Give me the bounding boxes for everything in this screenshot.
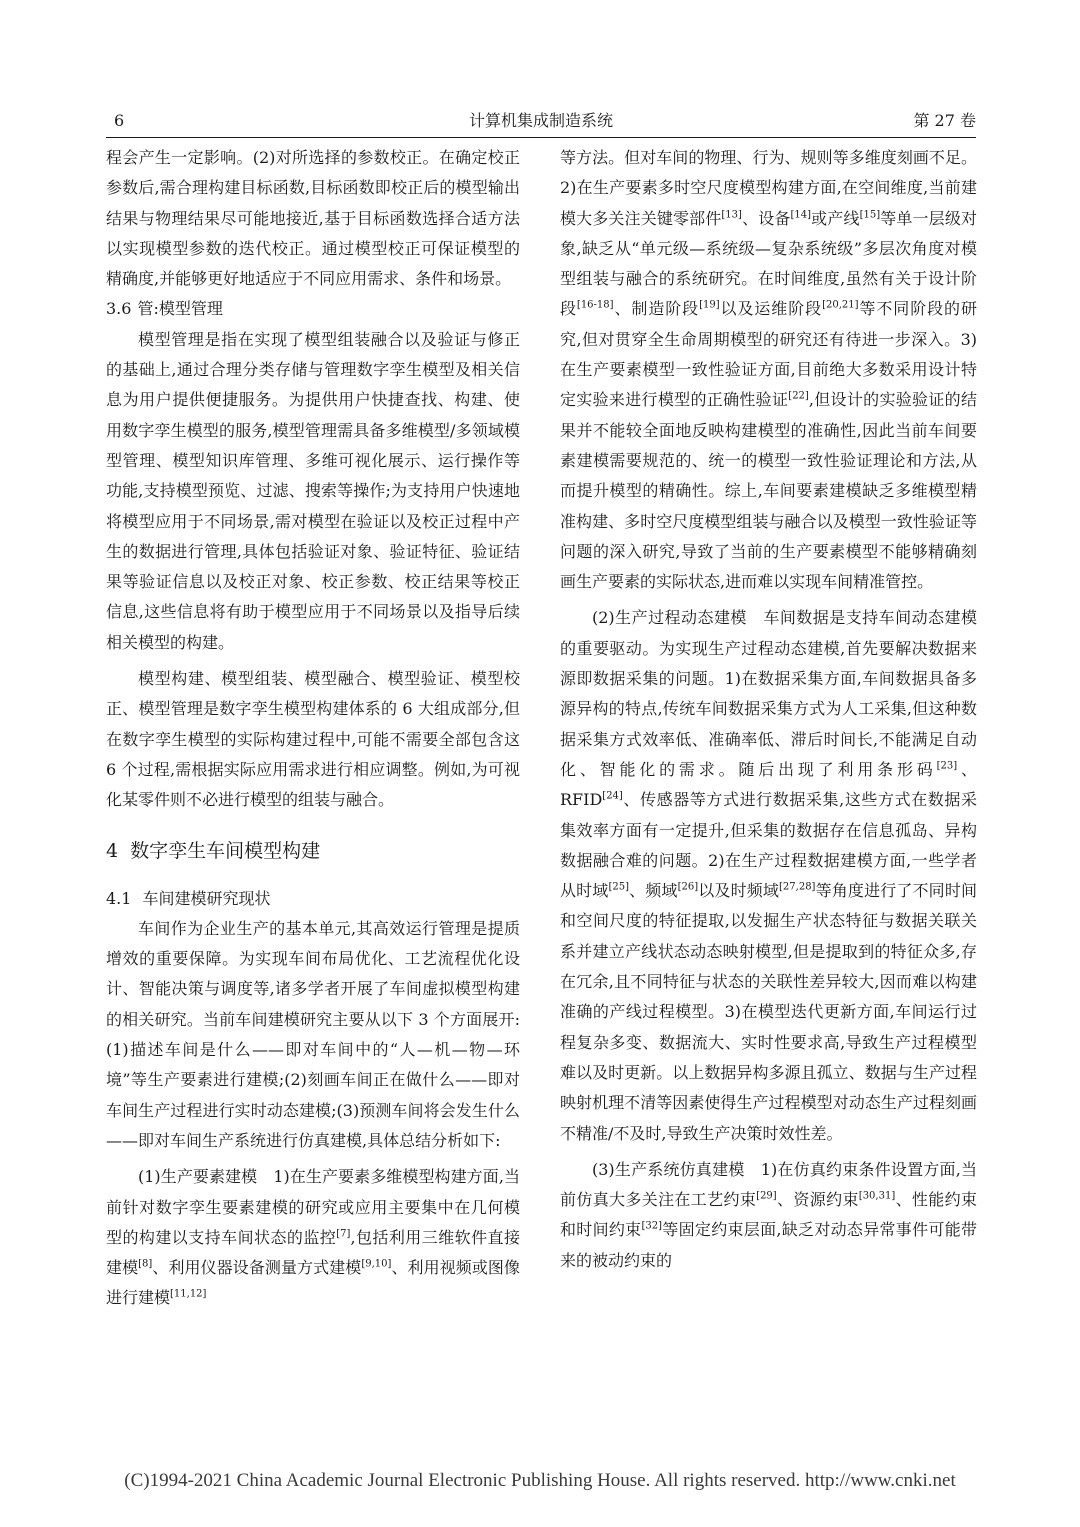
citation: [16-18] <box>576 300 614 312</box>
paragraph: 等方法。但对车间的物理、行为、规则等多维度刻画不足。2)在生产要素多时空尺度模型构建方面,在空间维度,当前建模大多关注关键零部件[13]、设备[14]或产线[15]等单一层级对象,缺乏从“单元级—系统级—复杂系统级”多层次角度对模型组装与融合的系统研究。在时间维度,虽然有关于设计阶段[16-18]、制造阶段[19]以及运维阶段[20,21]等不同阶段的研究,但对贯穿全生命周期模型的研究还有待进一步深入。3)在生产要素模型一致性验证方面,目前绝大多数采用设计特定实验来进行模型的正确性验证[22],但设计的实验验证的结果并不能较全面地反映构建模型的准确性,因此当前车间要素建模需要规范的、统一的模型一致性验证理论和方法,从而提升模型的精确性。综上,车间要素建模缺乏多维模型精准构建、多时空尺度模型组装与融合以及模型一致性验证等问题的深入研究,导致了当前的生产要素模型不能够精确刻画生产要素的实际状态,进而难以实现车间精准管控。 <box>560 148 977 592</box>
citation: [24] <box>602 790 623 802</box>
citation: [7] <box>336 1228 351 1240</box>
citation: [25] <box>608 881 629 893</box>
citation: [23] <box>936 760 958 772</box>
section-title: 数字孪生车间模型构建 <box>130 839 321 862</box>
citation: [32] <box>641 1221 663 1233</box>
run-in-heading: (2)生产过程动态建模 <box>592 608 747 628</box>
citation: [26] <box>677 881 699 893</box>
journal-title: 计算机集成制造系统 <box>468 111 613 130</box>
paragraph: 模型管理是指在实现了模型组装融合以及验证与修正的基础上,通过合理分类存储与管理数字孪生模型及相关信息为用户提供便捷服务。为提供用户快捷查找、构建、使用数字孪生模型的服务,模型管理需具备多维模型/多领域模型管理、模型知识库管理、多维可视化展示、运行操作等功能,支持模型预览、过滤、搜索等操作;为支持用户快速地将模型应用于不同场景,需对模型在验证以及校正过程中产生的数据进行管理,具体包括验证对象、验证特征、验证结果等验证信息以及校正对象、校正参数、校正结果等校正信息,这些信息将有助于模型应用于不同场景以及指导后续相关模型的构建。 <box>106 329 520 652</box>
citation: [15] <box>859 209 881 221</box>
paragraph: 模型构建、模型组装、模型融合、模型验证、模型校正、模型管理是数字孪生模型构建体系的 6 大组成部分,但在数字孪生模型的实际构建过程中,可能不需要全部包含这 6 个过程,需根据实际应用需求进行相应调整。例如,为可视化某零件则不必进行模型的组装与融合。 <box>106 669 520 810</box>
section-number: 3.6 <box>106 299 132 319</box>
running-header <box>106 106 976 136</box>
citation: [9,10] <box>361 1258 392 1270</box>
citation: [22] <box>788 391 809 403</box>
paragraph: 车间作为企业生产的基本单元,其高效运行管理是提质增效的重要保障。为实现车间布局优化、工艺流程优化设计、智能决策与调度等,诸多学者开展了车间虚拟模型构建的相关研究。当前车间建模研究主要从以下 3 个方面展开:(1)描述车间是什么——即对车间中的“人—机—物—环境”等生产要素进行建模;(2)刻画车间正在做什么——即对车间生产过程进行实时动态建模;(3)预测车间将会发生什么——即对车间生产系统进行仿真建模,具体总结分析如下: <box>106 918 520 1150</box>
citation: [11,12] <box>170 1289 207 1301</box>
citation: [29] <box>756 1190 777 1202</box>
right-column <box>560 143 977 1276</box>
citation: [30,31] <box>858 1190 896 1202</box>
volume-label: 第 27 卷 <box>913 111 976 130</box>
section-title: 管:模型管理 <box>137 299 223 319</box>
left-column <box>106 143 520 1314</box>
section-number: 4.1 <box>106 888 132 908</box>
section-heading-3-6 <box>106 294 520 324</box>
citation: [20,21] <box>822 300 859 312</box>
header-rule <box>106 137 976 138</box>
section-title: 车间建模研究现状 <box>142 888 271 908</box>
run-in-heading: (1)生产要素建模 <box>138 1167 258 1187</box>
section-heading-4 <box>106 838 520 864</box>
citation: [8] <box>138 1258 153 1270</box>
citation: [13] <box>721 209 742 221</box>
section-heading-4-1 <box>106 884 520 914</box>
run-in-heading: (3)生产系统仿真建模 <box>592 1159 745 1179</box>
copyright-footer: (C)1994-2021 China Academic Journal Electronic Publishing House. All rights reserved. http://www.cnki.net <box>124 1470 956 1491</box>
paragraph: (3)生产系统仿真建模 1)在仿真约束条件设置方面,当前仿真大多关注在工艺约束[29]、资源约束[30,31]、性能约束和时间约束[32]等固定约束层面,缺乏对动态异常事件可能带来的被动约束的 <box>560 1159 977 1270</box>
paragraph: 程会产生一定影响。(2)对所选择的参数校正。在确定校正参数后,需合理构建目标函数,目标函数即校正后的模型输出结果与物理结果尽可能地接近,基于目标函数选择合适方法以实现模型参数的迭代校正。通过模型校正可保证模型的精确度,并能够更好地适应于不同应用需求、条件和场景。 <box>106 148 520 289</box>
paragraph: (2)生产过程动态建模 车间数据是支持车间动态建模的重要驱动。为实现生产过程动态建模,首先要解决数据来源即数据采集的问题。1)在数据采集方面,车间数据具备多源异构的特点,传统车间数据采集方式为人工采集,但这种数据采集方式效率低、准确率低、滞后时间长,不能满足自动化、智能化的需求。随后出现了利用条形码[23]、RFID[24]、传感器等方式进行数据采集,这些方式在数据采集效率方面有一定提升,但采集的数据存在信息孤岛、异构数据融合难的问题。2)在生产过程数据建模方面,一些学者从时域[25]、频域[26]以及时频域[27,28]等角度进行了不同时间和空间尺度的特征提取,以发掘生产状态特征与数据关联关系并建立产线状态动态映射模型,但是提取到的特征众多,存在冗余,且不同特征与状态的关联性差异较大,因而难以构建准确的产线过程模型。3)在模型迭代更新方面,车间运行过程复杂多变、数据流大、实时性要求高,导致生产过程模型难以及时更新。以上数据异构多源且孤立、数据与生产过程映射机理不清等因素使得生产过程模型对动态生产过程刻画不精准/不及时,导致生产决策时效性差。 <box>560 608 977 1143</box>
citation: [27,28] <box>779 881 816 893</box>
section-number: 4 <box>106 839 119 862</box>
citation: [14] <box>790 209 812 221</box>
paragraph: (1)生产要素建模 1)在生产要素多维模型构建方面,当前针对数字孪生要素建模的研究或应用主要集中在几何模型的构建以支持车间状态的监控[7],包括利用三维软件直接建模[8]、利用仪器设备测量方式建模[9,10]、利用视频或图像进行建模[11,12] <box>106 1167 520 1308</box>
page-number: 6 <box>114 111 125 130</box>
citation: [19] <box>699 300 720 312</box>
